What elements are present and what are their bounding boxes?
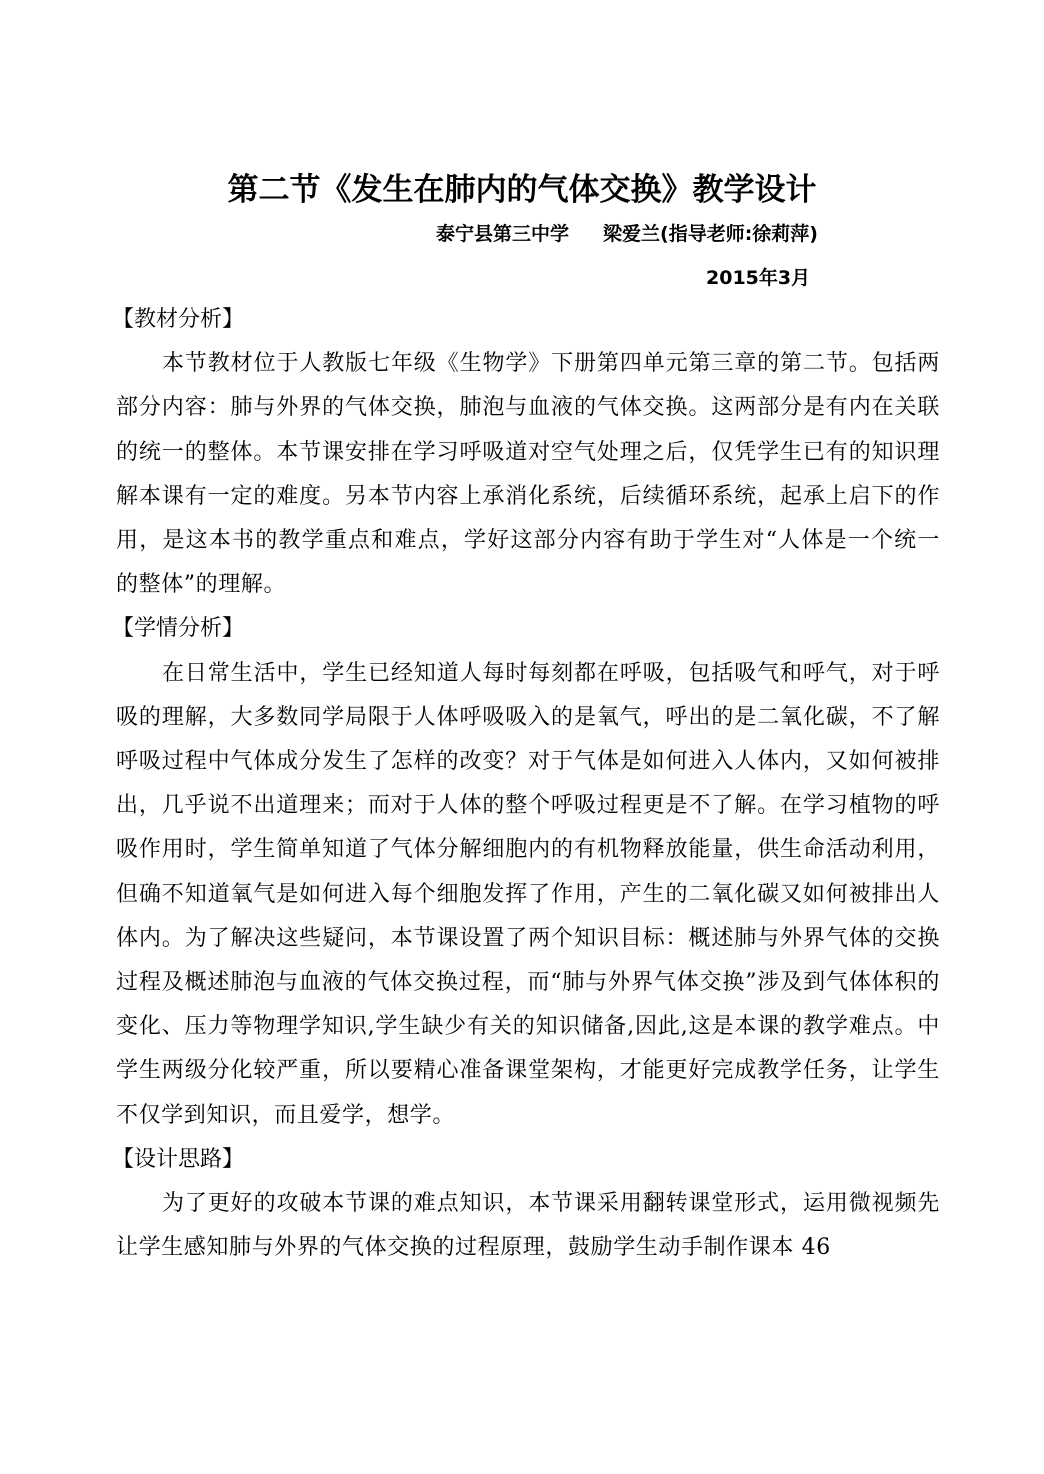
document-date: 2015年3月 — [706, 267, 811, 289]
section-paragraph: 为了更好的攻破本节课的难点知识，本节课采用翻转课堂形式，运用微视频先让学生感知肺与外界的气体交换的过程原理，鼓励学生动手制作课本 46 — [116, 1191, 940, 1261]
section-heading: 【学情分析】 — [112, 616, 245, 642]
author-name: 梁爱兰(指导老师:徐莉萍) — [603, 223, 818, 245]
document-body — [112, 298, 940, 1270]
section-heading: 【教材分析】 — [112, 307, 245, 332]
section-design-idea — [112, 1138, 940, 1271]
school-name: 泰宁县第三中学 — [436, 223, 570, 245]
section-heading: 【设计思路】 — [112, 1146, 245, 1172]
section-paragraph: 在日常生活中，学生已经知道人每时每刻都在呼吸，包括吸气和呼气，对于呼吸的理解，大多数同学局限于人体呼吸吸入的是氧气，呼出的是二氧化碳，不了解呼吸过程中气体成分发生了怎样的改变？对于气体是如何进入人体内，又如何被排出，几乎说不出道理来；而对于人体的整个呼吸过程更是不了解。在学习植物的呼吸作用时，学生简单知道了气体分解细胞内的有机物释放能量，供生命活动利用，但确不知道氧气是如何进入每个细胞发挥了作用，产生的二氧化碳又如何被排出人体内。为了解决这些疑问，本节课设置了两个知识目标：概述肺与外界气体的交换过程及概述肺泡与血液的气体交换过程，而“肺与外界气体交换”涉及到气体体积的变化、压力等物理学知识,学生缺少有关的知识储备,因此,这是本课的教学难点。中学生两级分化较严重，所以要精心准备课堂架构，才能更好完成教学任务，让学生不仅学到知识，而且爱学，想学。 — [116, 660, 940, 1128]
section-textbook-analysis — [112, 298, 940, 607]
section-student-analysis — [112, 607, 940, 1137]
document-title: 第二节《发生在肺内的气体交换》教学设计 — [227, 172, 817, 208]
section-paragraph: 本节教材位于人教版七年级《生物学》下册第四单元第三章的第二节。包括两部分内容：肺与外界的气体交换，肺泡与血液的气体交换。这两部分是有内在关联的统一的整体。本节课安排在学习呼吸道对空气处理之后，仅凭学生已有的知识理解本课有一定的难度。另本节内容上承消化系统，后续循环系统，起承上启下的作用，是这本书的教学重点和难点，学好这部分内容有助于学生对“人体是一个统一的整体”的理解。 — [116, 351, 940, 598]
author-line — [436, 220, 818, 248]
